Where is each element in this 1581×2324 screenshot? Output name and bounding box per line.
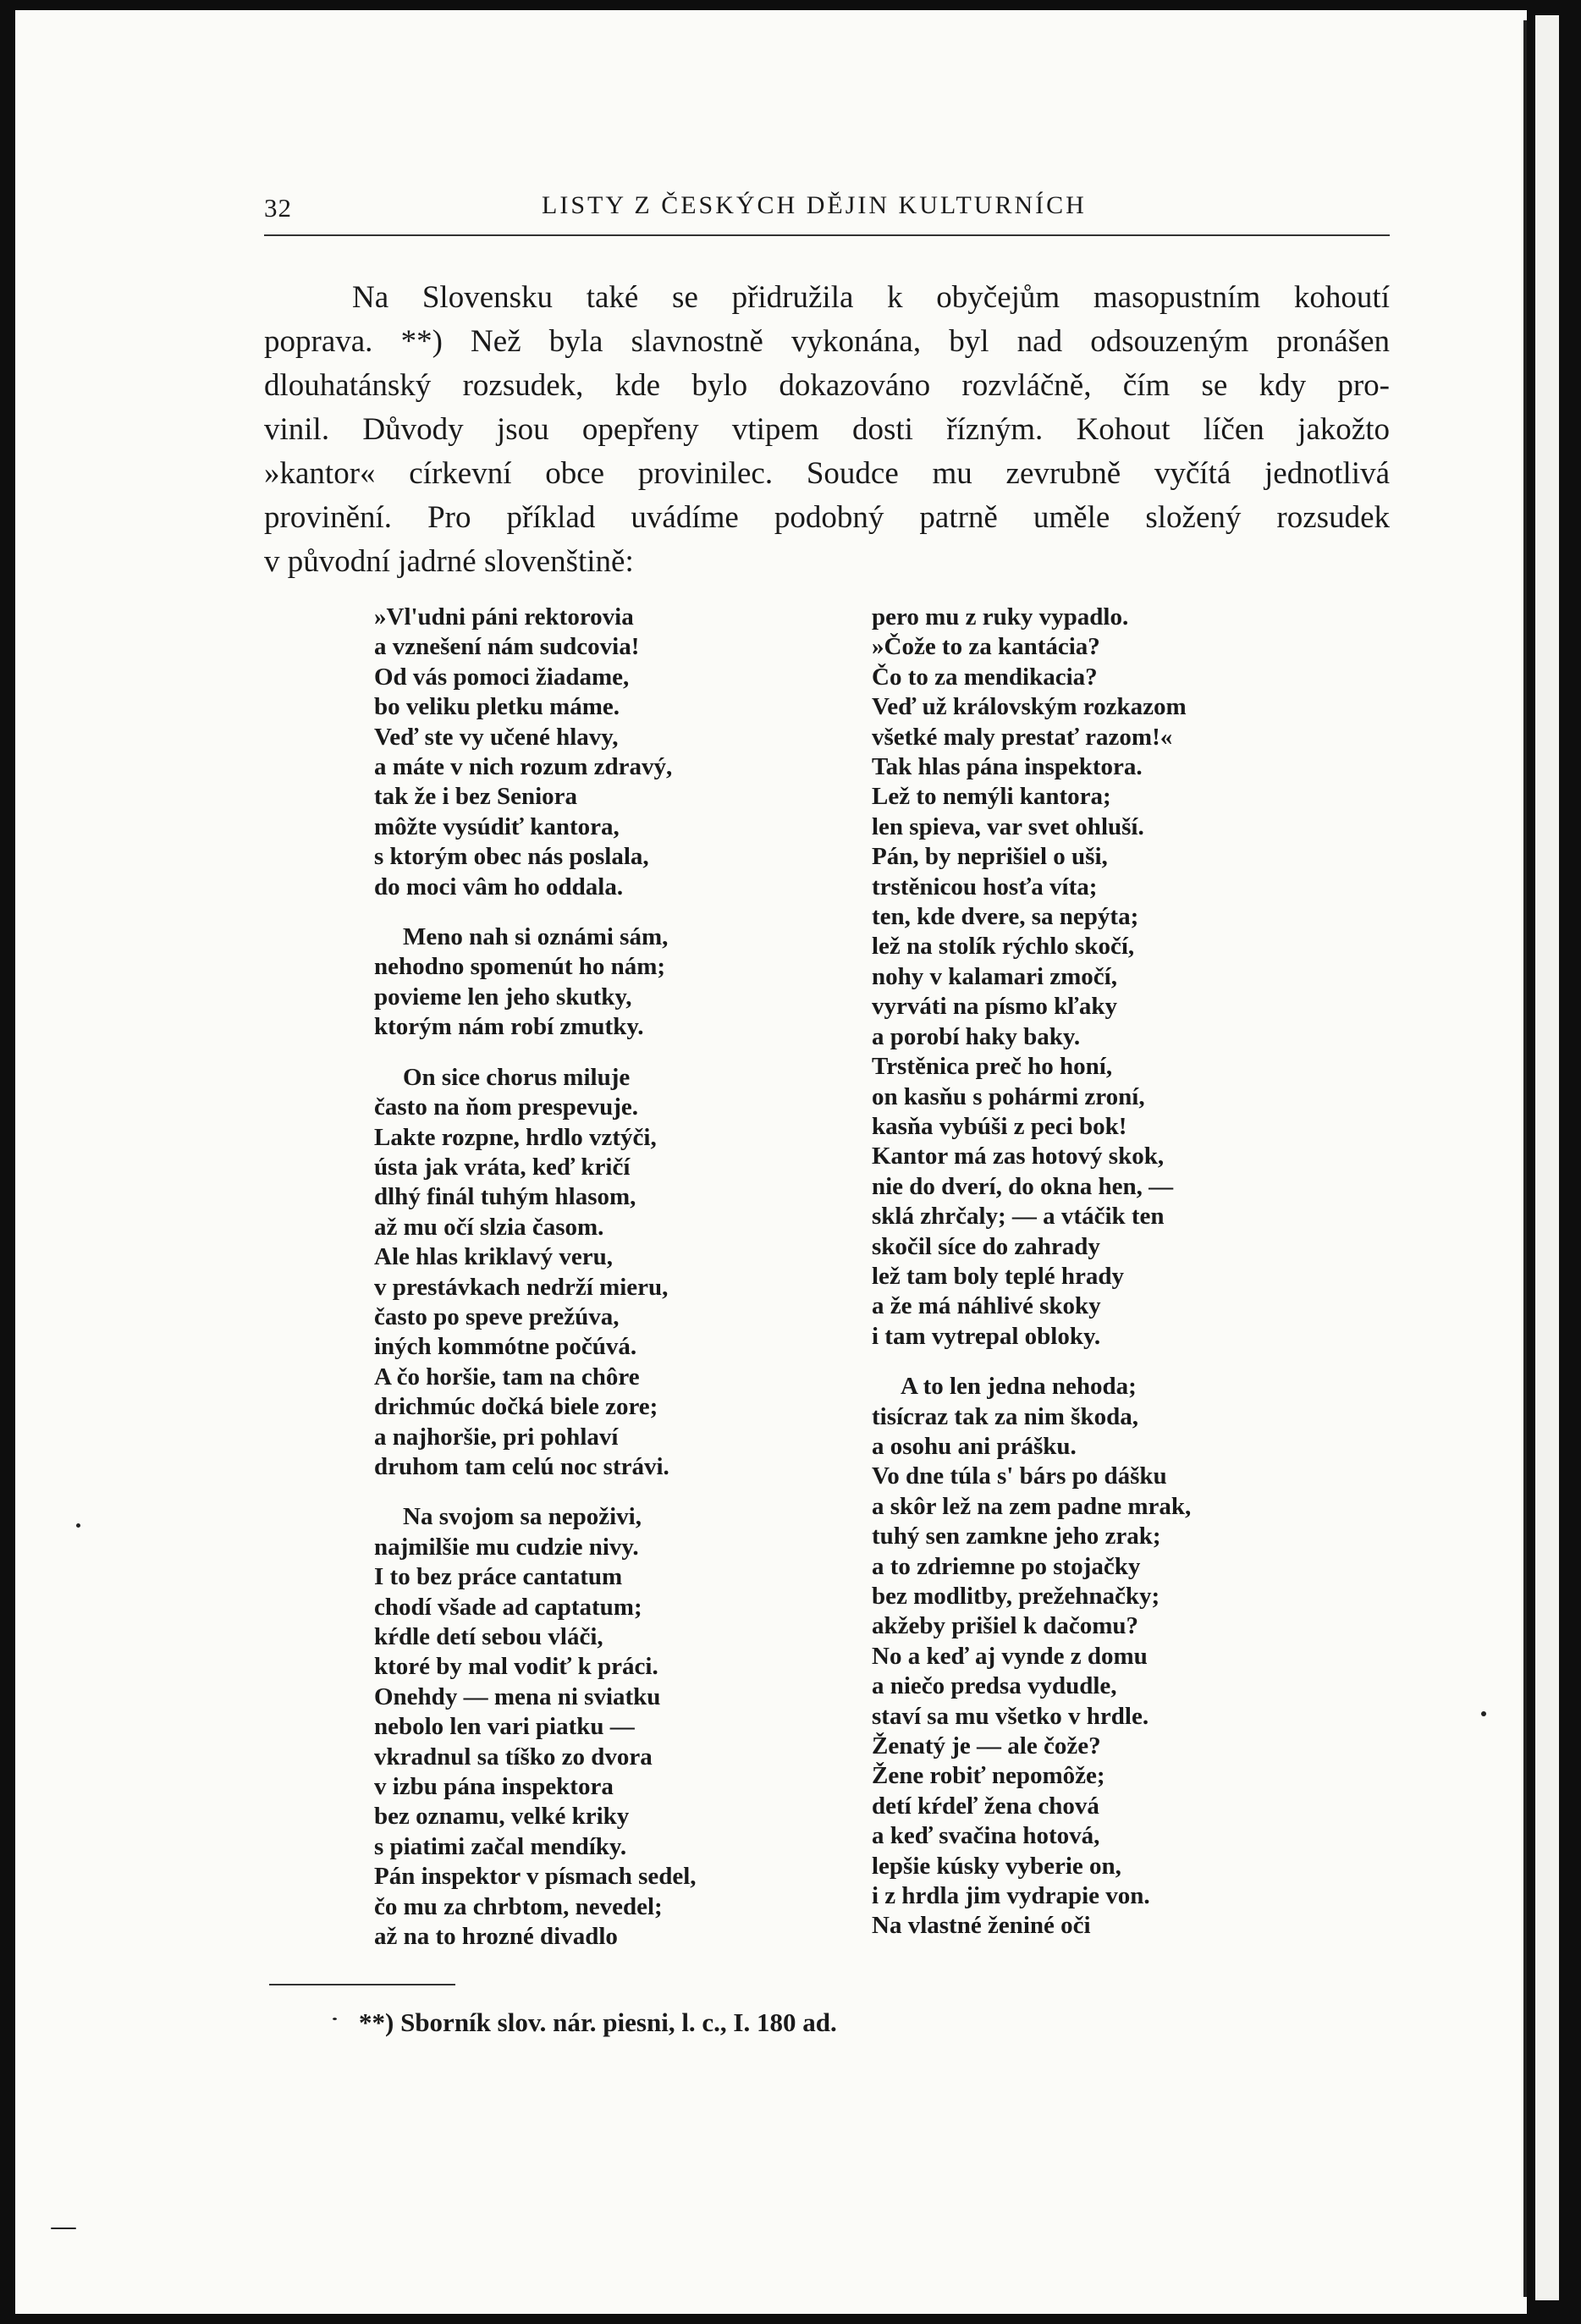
poem-verse-line: a vznešení nám sudcovia!	[374, 633, 640, 661]
poem-stanza	[374, 603, 697, 902]
poem-verse-line: nehodno spomenút ho nám;	[374, 953, 666, 981]
scan-speck	[51, 2228, 76, 2229]
poem-verse-line: tak že i bez Seniora	[374, 783, 578, 811]
poem-verse-line: len spieva, var svet ohluší.	[872, 812, 1144, 840]
poem-right-column	[872, 603, 1191, 1962]
intro-line: vinil. Důvody jsou opepřeny vtipem dosti řízným. Kohout líčen jakožto	[264, 412, 1390, 447]
poem-stanza	[872, 603, 1191, 1352]
poem-verse-line: bez oznamu, velké kriky	[374, 1803, 630, 1831]
poem-verse-line: lež na stolík rýchlo skočí,	[872, 933, 1135, 961]
poem-verse-line: I to bez práce cantatum	[374, 1563, 623, 1591]
poem-left-column	[374, 603, 697, 1972]
intro-line: v původní jadrné slovenštině:	[264, 544, 634, 579]
running-title: LISTY Z ČESKÝCH DĚJIN KULTURNÍCH	[542, 191, 1087, 219]
poem-verse-line: kŕdle detí sebou vláči,	[374, 1623, 603, 1650]
poem-verse-line: chodí všade ad captatum;	[374, 1593, 642, 1621]
poem-verse-line: a skôr lež na zem padne mrak,	[872, 1492, 1192, 1520]
poem-verse-line: do moci vâm ho oddala.	[374, 873, 624, 900]
poem-verse-line: a porobí haky baky.	[872, 1022, 1081, 1050]
poem-verse-line: čo mu za chrbtom, nevedel;	[374, 1892, 663, 1920]
poem-verse-line: Čo to za mendikacia?	[872, 663, 1098, 691]
poem-verse-line: »Čože to za kantácia?	[872, 633, 1100, 661]
poem-verse-line: Pán, by neprišiel o uši,	[872, 843, 1108, 871]
poem-verse-line: A čo horšie, tam na chôre	[374, 1363, 640, 1391]
intro-line: dlouhatánský rozsudek, kde bylo dokazováno rozvláčně, čím se kdy pro-	[264, 368, 1390, 403]
poem-verse-line: s ktorým obec nás poslala,	[374, 843, 649, 871]
poem-verse-line: No a keď aj vynde z domu	[872, 1642, 1148, 1670]
poem-verse-line: nie do dverí, do okna hen, —	[872, 1172, 1174, 1200]
poem-verse-line: on kasňu s pohármi zroní,	[872, 1082, 1145, 1110]
poem-verse-line: ktorým nám robí zmutky.	[374, 1013, 644, 1041]
poem-verse-line: často na ňom prespevuje.	[374, 1093, 639, 1121]
poem-verse-line: Lež to nemýli kantora;	[872, 783, 1111, 811]
poem-verse-line: Meno nah si oznámi sám,	[403, 923, 669, 951]
poem-verse-line: skočil síce do zahrady	[872, 1232, 1100, 1260]
poem-verse-line: ktoré by mal vodiť k práci.	[374, 1653, 658, 1681]
poem-verse-line: s piatimi začal mendíky.	[374, 1832, 627, 1860]
poem-verse-line: bo veliku pletku máme.	[374, 693, 620, 721]
poem-verse-line: a keď svačina hotová,	[872, 1822, 1100, 1850]
poem-stanza	[374, 922, 697, 1043]
poem-verse-line: Ale hlas kriklavý veru,	[374, 1243, 613, 1271]
poem-verse-line: drichmúc dočká biele zore;	[374, 1393, 658, 1421]
intro-line: provinění. Pro příklad uvádíme podobný patrně uměle složený rozsudek	[264, 500, 1390, 535]
poem-verse-line: Vo dne túla s' bárs po dášku	[872, 1462, 1167, 1490]
poem-verse-line: nebolo len vari piatku —	[374, 1713, 635, 1741]
poem-verse-line: druhom tam celú noc strávi.	[374, 1452, 669, 1480]
poem-verse-line: nohy v kalamari zmočí,	[872, 962, 1117, 990]
poem-verse-line: kasňa vybúši z peci bok!	[872, 1112, 1127, 1140]
poem-verse-line: Lakte rozpne, hrdlo vztýči,	[374, 1123, 657, 1151]
scan-speck	[333, 2018, 337, 2020]
scan-speck	[76, 1523, 80, 1528]
poem-verse-line: a niečo predsa vydudle,	[872, 1672, 1117, 1700]
poem-verse-line: detí kŕdeľ žena chová	[872, 1792, 1099, 1820]
poem-verse-line: tuhý sen zamkne jeho zrak;	[872, 1523, 1161, 1550]
poem-verse-line: staví sa mu všetko v hrdle.	[872, 1702, 1149, 1730]
poem-verse-line: On sice chorus miluje	[403, 1063, 631, 1091]
poem-verse-line: Tak hlas pána inspektora.	[872, 753, 1143, 781]
poem-stanza	[374, 1063, 697, 1483]
poem-verse-line: iných kommótne počúvá.	[374, 1333, 637, 1361]
poem-verse-line: Kantor má zas hotový skok,	[872, 1143, 1165, 1170]
poem-verse-line: a to zdriemne po stojačky	[872, 1552, 1141, 1580]
poem-verse-line: a máte v nich rozum zdravý,	[374, 753, 673, 781]
poem-verse-line: sklá zhrčaly; — a vtáčik ten	[872, 1203, 1165, 1231]
poem-verse-line: a osohu ani prášku.	[872, 1432, 1077, 1460]
poem-verse-line: pero mu z ruky vypadlo.	[872, 603, 1129, 631]
poem-verse-line: Ženatý je — ale čože?	[872, 1732, 1101, 1760]
scan-speck	[1481, 1711, 1486, 1716]
poem-verse-line: a že má náhlivé skoky	[872, 1292, 1101, 1320]
poem-verse-line: v izbu pána inspektora	[374, 1773, 614, 1801]
poem-verse-line: často po speve prežúva,	[374, 1302, 620, 1330]
poem-verse-line: až mu očí slzia časom.	[374, 1213, 604, 1241]
poem-verse-line: dlhý finál tuhým hlasom,	[374, 1183, 636, 1211]
poem-verse-line: najmilšie mu cudzie nivy.	[374, 1533, 639, 1561]
poem-verse-line: môžte vysúdiť kantora,	[374, 812, 620, 840]
poem-verse-line: ten, kde dvere, sa nepýta;	[872, 903, 1139, 931]
poem-verse-line: akžeby prišiel k dačomu?	[872, 1612, 1138, 1640]
poem-verse-line: Veď už královským rozkazom	[872, 693, 1187, 721]
intro-line: Na Slovensku také se přidružila k obyčejům masopustním kohoutí	[352, 280, 1390, 315]
adjacent-page-edge	[1535, 15, 1559, 2300]
poem-verse-line: až na to hrozné divadlo	[374, 1923, 618, 1951]
footnote-rule	[269, 1984, 455, 1985]
poem-verse-line: povieme len jeho skutky,	[374, 983, 632, 1011]
intro-line: poprava. **) Než byla slavnostně vykonána, byl nad odsouzeným pronášen	[264, 324, 1390, 359]
poem-verse-line: »Vl'udni páni rektorovia	[374, 603, 634, 631]
poem-verse-line: Onehdy — mena ni sviatku	[374, 1682, 661, 1710]
poem-verse-line: v prestávkach nedrží mieru,	[374, 1273, 669, 1301]
footnote-marker: **)	[359, 2007, 394, 2037]
poem-verse-line: bez modlitby, prežehnačky;	[872, 1583, 1160, 1610]
poem-verse-line: trstěnicou hosťa víta;	[872, 873, 1098, 900]
poem-verse-line: Trstěnica preč ho honí,	[872, 1053, 1113, 1081]
poem-verse-line: A to len jedna nehoda;	[901, 1373, 1137, 1401]
poem-verse-line: lež tam boly teplé hrady	[872, 1262, 1125, 1290]
poem-verse-line: i z hrdla jim vydrapie von.	[872, 1882, 1150, 1910]
poem-verse-line: i tam vytrepal obloky.	[872, 1322, 1101, 1350]
footnote	[359, 2007, 837, 2038]
intro-line: »kantor« církevní obce provinilec. Soudce mu zevrubně vyčítá jednotlivá	[264, 456, 1390, 491]
page-number: 32	[264, 193, 292, 223]
poem-verse-line: Na vlastné ženiné oči	[872, 1912, 1091, 1940]
poem-verse-line: Pán inspektor v písmach sedel,	[374, 1863, 697, 1891]
poem-verse-line: tisícraz tak za nim škoda,	[872, 1402, 1138, 1430]
poem-verse-line: Veď ste vy učené hlavy,	[374, 723, 619, 751]
poem-verse-line: vkradnul sa tíško zo dvora	[374, 1743, 653, 1771]
header-rule	[264, 234, 1390, 236]
poem-verse-line: Od vás pomoci žiadame,	[374, 663, 630, 691]
poem-verse-line: vyrváti na písmo kľaky	[872, 993, 1117, 1021]
intro-paragraph	[264, 276, 1390, 584]
poem-verse-line: všetké maly prestať razom!«	[872, 723, 1173, 751]
poem-stanza	[374, 1502, 697, 1952]
poem-verse-line: Na svojom sa nepoživi,	[403, 1503, 642, 1531]
poem-verse-line: lepšie kúsky vyberie on,	[872, 1852, 1121, 1880]
page-border-line	[1523, 20, 1527, 2297]
poem-stanza	[872, 1372, 1191, 1941]
poem-verse-line: Žene robiť nepomôže;	[872, 1762, 1105, 1790]
footnote-text: Sborník slov. nár. piesni, l. c., I. 180 ad.	[400, 2007, 837, 2037]
poem-verse-line: a najhoršie, pri pohlaví	[374, 1423, 619, 1451]
poem-verse-line: ústa jak vráta, keď kričí	[374, 1153, 631, 1181]
